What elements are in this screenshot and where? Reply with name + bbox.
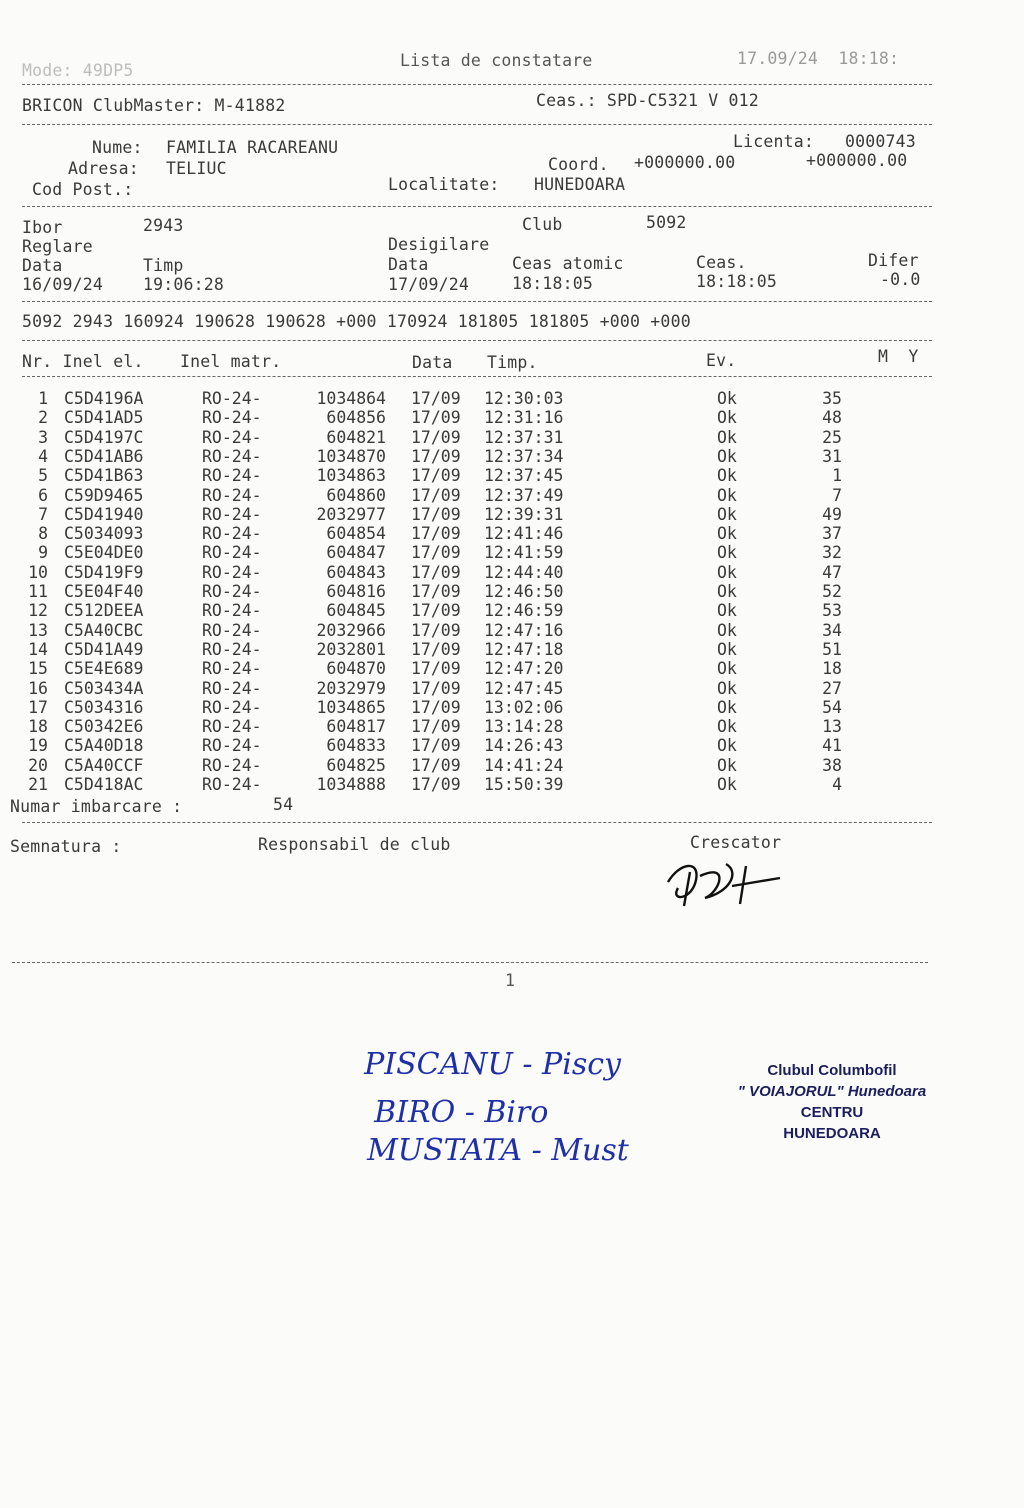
divider (22, 340, 932, 341)
arrival-date: 17/09 (411, 389, 461, 408)
divider (22, 301, 932, 302)
m-position: 52 (822, 582, 842, 601)
divider (22, 206, 932, 207)
row-number: 10 (28, 562, 48, 582)
m-position: 7 (832, 485, 842, 505)
electronic-ring: C50342E6 (64, 717, 144, 737)
club-label: Club (522, 215, 563, 234)
divider (22, 376, 932, 377)
stamp-line-2: " VOIAJORUL" Hunedoara (737, 1083, 927, 1100)
ring-number: 2032966 (316, 620, 386, 640)
desig-data-label: Data (388, 255, 429, 274)
ring-prefix: RO-24- (202, 466, 262, 486)
event-status: Ok (717, 697, 737, 717)
arrival-time: 12:44:40 (484, 562, 564, 582)
arrival-time: 12:37:49 (484, 485, 564, 505)
row-number: 12 (28, 601, 48, 621)
electronic-ring: C5034316 (64, 697, 144, 717)
electronic-ring: C5D419F9 (64, 562, 144, 582)
page-number: 1 (505, 971, 516, 990)
arrival-time: 13:14:28 (484, 717, 564, 737)
m-position: 48 (822, 408, 842, 428)
row-number: 19 (28, 736, 48, 756)
arrival-date: 17/09 (411, 543, 461, 563)
arrival-date: 17/09 (411, 697, 461, 717)
ring-number: 2032801 (316, 639, 386, 659)
arrival-date: 17/09 (411, 620, 461, 640)
ibor-label: Ibor (22, 218, 63, 237)
m-position: 27 (822, 678, 842, 698)
ring-prefix: RO-24- (202, 408, 262, 428)
summary-line: 5092 2943 160924 190628 190628 +000 170924 181805 181805 +000 +000 (22, 312, 691, 331)
electronic-ring: C5E4E689 (64, 659, 144, 679)
coord-x: +000000.00 (634, 153, 736, 172)
stamp-line-4: HUNEDOARA (783, 1125, 881, 1142)
ring-prefix: RO-24- (202, 639, 262, 659)
ring-number: 1034870 (316, 446, 386, 466)
ring-number: 1034865 (316, 697, 386, 717)
address-value: TELIUC (166, 159, 227, 178)
license-number: 0000743 (845, 132, 916, 151)
device-id: BRICON ClubMaster: M-41882 (22, 96, 286, 115)
arrival-date: 17/09 (411, 562, 461, 582)
arrival-date: 17/09 (411, 775, 461, 794)
electronic-ring: C59D9465 (64, 485, 144, 505)
m-position: 54 (822, 697, 842, 717)
divider (22, 84, 932, 85)
desig-date: 17/09/24 (388, 275, 470, 294)
electronic-ring: C5D41B63 (64, 466, 144, 486)
arrival-date: 17/09 (411, 601, 461, 621)
event-status: Ok (717, 736, 737, 756)
divider (22, 822, 932, 823)
arrival-time: 12:39:31 (484, 504, 564, 524)
arrival-date: 17/09 (411, 659, 461, 679)
event-status: Ok (717, 408, 737, 428)
electronic-ring: C5D41AB6 (64, 446, 144, 466)
row-number: 15 (28, 659, 48, 679)
row-number: 2 (38, 408, 48, 428)
reglare-data-label: Data (22, 256, 63, 275)
row-number: 8 (38, 524, 48, 544)
ring-prefix: RO-24- (202, 717, 262, 737)
signature-label: Semnatura : (10, 837, 122, 856)
row-number: 13 (28, 620, 48, 640)
ring-number: 604816 (326, 582, 386, 601)
breeder-signature (660, 852, 790, 912)
row-number: 18 (28, 717, 48, 737)
col-header-ev: Ev. (706, 351, 737, 370)
arrival-date: 17/09 (411, 639, 461, 659)
m-position: 35 (822, 389, 842, 408)
event-status: Ok (717, 659, 737, 679)
row-number: 11 (28, 582, 48, 601)
arrival-date: 17/09 (411, 717, 461, 737)
event-status: Ok (717, 562, 737, 582)
event-status: Ok (717, 775, 737, 794)
m-position: 47 (822, 562, 842, 582)
m-position: 41 (822, 736, 842, 756)
arrival-date: 17/09 (411, 504, 461, 524)
reglare-timp-label: Timp (143, 256, 184, 275)
ring-number: 1034888 (316, 775, 386, 794)
ring-number: 1034863 (316, 466, 386, 486)
event-status: Ok (717, 620, 737, 640)
coord-label: Coord. (548, 155, 609, 174)
row-number: 21 (28, 775, 48, 794)
m-position: 32 (822, 543, 842, 563)
ring-number: 604843 (326, 562, 386, 582)
ring-prefix: RO-24- (202, 582, 262, 601)
ring-number: 604856 (326, 408, 386, 428)
ring-number: 1034864 (316, 389, 386, 408)
ring-prefix: RO-24- (202, 562, 262, 582)
arrival-date: 17/09 (411, 582, 461, 601)
coord-y: +000000.00 (806, 151, 908, 170)
reglare-time: 19:06:28 (143, 275, 225, 294)
m-position: 31 (822, 446, 842, 466)
ceas-label: Ceas. (696, 253, 747, 272)
ring-number: 604870 (326, 659, 386, 679)
difer-label: Difer (868, 251, 919, 270)
arrival-date: 17/09 (411, 524, 461, 544)
arrival-date: 17/09 (411, 736, 461, 756)
m-position: 1 (832, 466, 842, 486)
m-position: 53 (822, 601, 842, 621)
arrival-date: 17/09 (411, 485, 461, 505)
ring-number: 604825 (326, 755, 386, 775)
m-position: 51 (822, 639, 842, 659)
ring-number: 604817 (326, 717, 386, 737)
row-number: 17 (28, 697, 48, 717)
col-header-timp: Timp. (487, 353, 538, 372)
print-datetime: 17.09/24 18:18: (737, 49, 900, 68)
m-position: 49 (822, 504, 842, 524)
reglare-label: Reglare (22, 237, 93, 256)
event-status: Ok (717, 601, 737, 621)
electronic-ring: C5E04DE0 (64, 543, 144, 563)
electronic-ring: C512DEEA (64, 601, 144, 621)
ring-prefix: RO-24- (202, 601, 262, 621)
ring-prefix: RO-24- (202, 755, 262, 775)
stamp-line-3: CENTRU (800, 1104, 864, 1121)
arrival-time: 12:47:45 (484, 678, 564, 698)
atomic-time: 18:18:05 (512, 274, 594, 293)
m-position: 18 (822, 659, 842, 679)
row-number: 20 (28, 755, 48, 775)
electronic-ring: C5D41A49 (64, 639, 144, 659)
document-title: Lista de constatare (400, 51, 593, 70)
locality-value: HUNEDOARA (534, 175, 626, 194)
event-status: Ok (717, 466, 737, 486)
desigilare-label: Desigilare (388, 235, 490, 254)
row-number: 6 (38, 485, 48, 505)
arrival-time: 12:37:34 (484, 446, 564, 466)
electronic-ring: C5E04F40 (64, 582, 144, 601)
ring-prefix: RO-24- (202, 427, 262, 447)
row-number: 3 (38, 427, 48, 447)
ring-number: 604854 (326, 524, 386, 544)
arrival-time: 12:30:03 (484, 389, 564, 408)
event-status: Ok (717, 485, 737, 505)
arrival-time: 12:46:50 (484, 582, 564, 601)
event-status: Ok (717, 755, 737, 775)
m-position: 34 (822, 620, 842, 640)
handwritten-line-3: MUSTATA - Must (367, 1133, 629, 1168)
row-number: 14 (28, 639, 48, 659)
ring-prefix: RO-24- (202, 543, 262, 563)
divider (12, 962, 928, 963)
ring-number: 604821 (326, 427, 386, 447)
event-status: Ok (717, 389, 737, 408)
event-status: Ok (717, 446, 737, 466)
event-status: Ok (717, 427, 737, 447)
club-value: 5092 (646, 213, 687, 232)
event-status: Ok (717, 504, 737, 524)
m-position: 4 (832, 775, 842, 794)
ring-prefix: RO-24- (202, 524, 262, 544)
ring-prefix: RO-24- (202, 620, 262, 640)
event-status: Ok (717, 543, 737, 563)
arrival-date: 17/09 (411, 755, 461, 775)
ring-prefix: RO-24- (202, 659, 262, 679)
electronic-ring: C5A40CBC (64, 620, 144, 640)
atomic-label: Ceas atomic (512, 254, 624, 273)
event-status: Ok (717, 678, 737, 698)
ring-prefix: RO-24- (202, 697, 262, 717)
breeder-label: Crescator (690, 833, 782, 852)
arrival-time: 12:46:59 (484, 601, 564, 621)
address-label: Adresa: (68, 159, 139, 178)
ring-number: 604860 (326, 485, 386, 505)
row-number: 7 (38, 504, 48, 524)
event-status: Ok (717, 524, 737, 544)
arrival-time: 12:47:16 (484, 620, 564, 640)
ibor-value: 2943 (143, 216, 184, 235)
mode-label: Mode: 49DP5 (22, 61, 134, 80)
embark-label: Numar imbarcare : (10, 797, 183, 816)
arrival-time: 12:37:31 (484, 427, 564, 447)
ring-prefix: RO-24- (202, 775, 262, 794)
stamp-line-1: Clubul Columbofil (767, 1062, 897, 1079)
event-status: Ok (717, 582, 737, 601)
row-number: 4 (38, 446, 48, 466)
row-number: 5 (38, 466, 48, 486)
col-header-nr-inel-el: Nr. Inel el. (22, 352, 144, 371)
embark-count: 54 (273, 795, 294, 814)
ring-number: 2032979 (316, 678, 386, 698)
arrival-date: 17/09 (411, 446, 461, 466)
m-position: 38 (822, 755, 842, 775)
handwritten-line-1: PISCANU - Piscy (364, 1047, 621, 1082)
electronic-ring: C5D418AC (64, 775, 144, 794)
arrival-time: 12:41:59 (484, 543, 564, 563)
ring-prefix: RO-24- (202, 446, 262, 466)
arrival-time: 14:41:24 (484, 755, 564, 775)
electronic-ring: C5D41940 (64, 504, 144, 524)
arrival-date: 17/09 (411, 466, 461, 486)
locality-label: Localitate: (388, 175, 500, 194)
ring-prefix: RO-24- (202, 736, 262, 756)
ring-prefix: RO-24- (202, 504, 262, 524)
arrival-date: 17/09 (411, 408, 461, 428)
arrival-time: 13:02:06 (484, 697, 564, 717)
arrival-time: 14:26:43 (484, 736, 564, 756)
electronic-ring: C503434A (64, 678, 144, 698)
electronic-ring: C5D4197C (64, 427, 144, 447)
arrival-time: 12:47:18 (484, 639, 564, 659)
ring-number: 604845 (326, 601, 386, 621)
electronic-ring: C5A40CCF (64, 755, 144, 775)
ring-prefix: RO-24- (202, 485, 262, 505)
postcode-label: Cod Post.: (32, 180, 134, 199)
clock-id: Ceas.: SPD-C5321 V 012 (536, 91, 759, 110)
arrival-date: 17/09 (411, 427, 461, 447)
electronic-ring: C5034093 (64, 524, 144, 544)
ring-number: 604833 (326, 736, 386, 756)
arrival-time: 12:47:20 (484, 659, 564, 679)
row-number: 16 (28, 678, 48, 698)
arrival-time: 12:37:45 (484, 466, 564, 486)
row-number: 9 (38, 543, 48, 563)
col-header-my: M Y (878, 347, 919, 366)
reglare-date: 16/09/24 (22, 275, 104, 294)
ring-number: 604847 (326, 543, 386, 563)
electronic-ring: C5D41AD5 (64, 408, 144, 428)
col-header-data: Data (412, 353, 453, 372)
club-stamp (712, 1060, 952, 1144)
m-position: 37 (822, 524, 842, 544)
electronic-ring: C5D4196A (64, 389, 144, 408)
m-position: 13 (822, 717, 842, 737)
arrival-time: 12:41:46 (484, 524, 564, 544)
ring-number: 2032977 (316, 504, 386, 524)
owner-name: FAMILIA RACAREANU (166, 138, 339, 157)
difer-value: -0.0 (880, 270, 921, 289)
event-status: Ok (717, 717, 737, 737)
electronic-ring: C5A40D18 (64, 736, 144, 756)
club-responsible-label: Responsabil de club (258, 835, 451, 854)
event-status: Ok (717, 639, 737, 659)
m-position: 25 (822, 427, 842, 447)
license-label: Licenta: (733, 132, 815, 151)
arrival-time: 15:50:39 (484, 775, 564, 794)
handwritten-line-2: BIRO - Biro (374, 1095, 549, 1130)
owner-name-label: Nume: (92, 138, 143, 157)
arrival-date: 17/09 (411, 678, 461, 698)
ceas-time: 18:18:05 (696, 272, 778, 291)
col-header-inel-matr: Inel matr. (180, 352, 282, 371)
ring-prefix: RO-24- (202, 678, 262, 698)
divider (22, 124, 932, 125)
arrival-time: 12:31:16 (484, 408, 564, 428)
ring-prefix: RO-24- (202, 389, 262, 408)
row-number: 1 (38, 389, 48, 408)
